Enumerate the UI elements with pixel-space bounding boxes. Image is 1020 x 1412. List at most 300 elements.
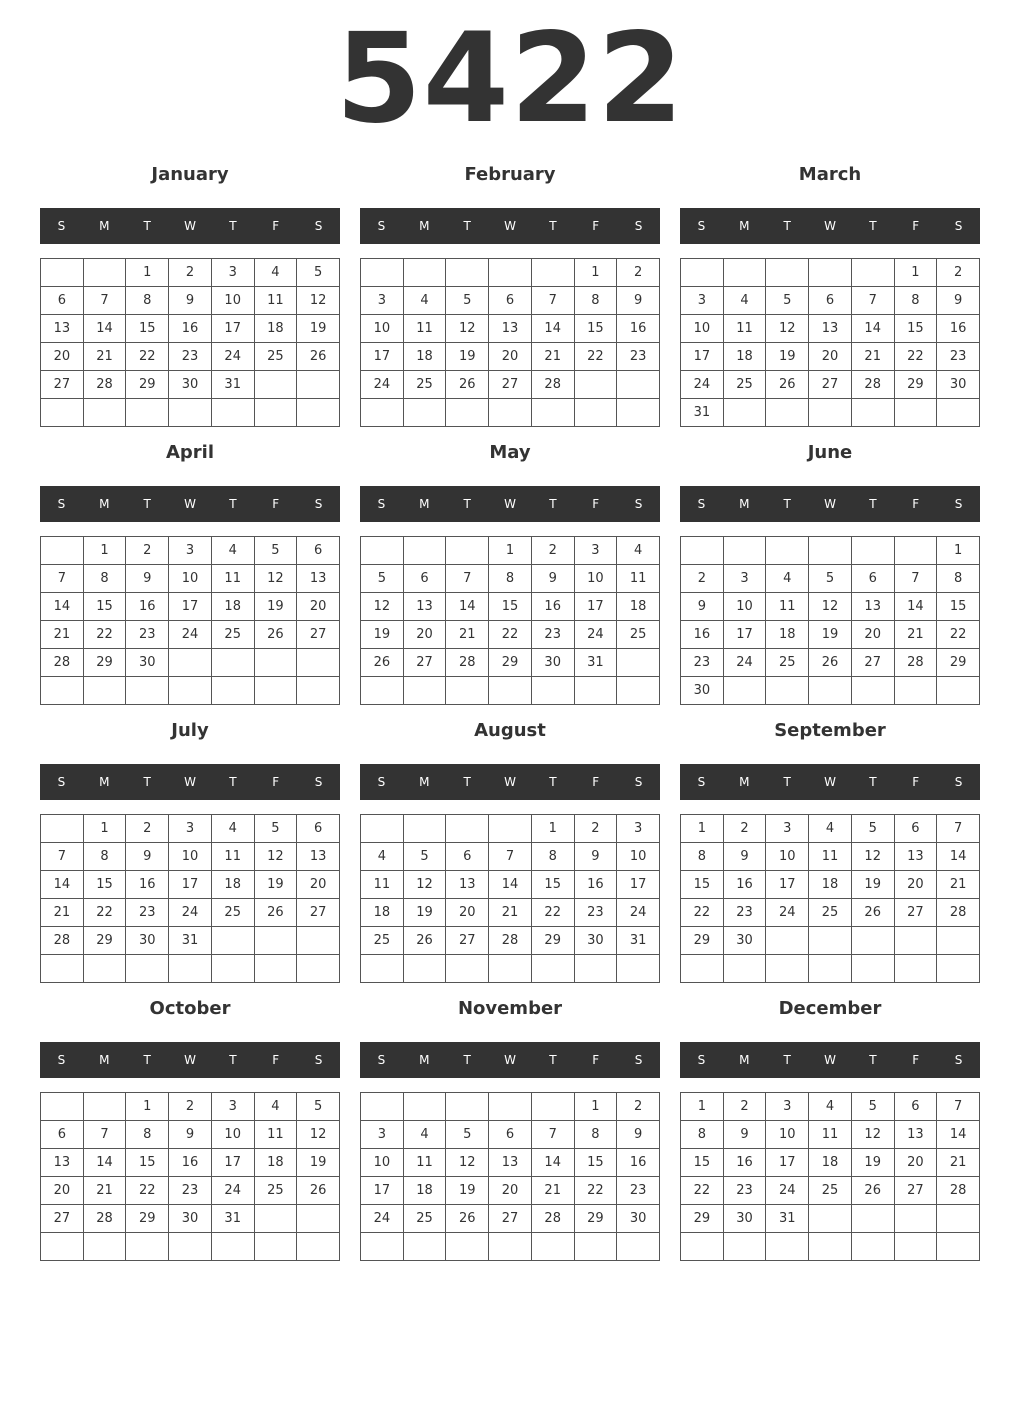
weekday-label: S: [954, 497, 963, 511]
weekday-label: F: [592, 775, 600, 789]
day-cell: 24: [169, 621, 212, 649]
day-cell: 23: [169, 1177, 212, 1205]
day-cell: 6: [895, 815, 938, 843]
day-cell: 12: [255, 565, 298, 593]
weekday-label: T: [783, 219, 791, 233]
day-cell: 16: [937, 315, 980, 343]
day-cell: [404, 1233, 447, 1261]
day-cell: [212, 649, 255, 677]
day-cell: 19: [852, 871, 895, 899]
day-cell: [724, 1233, 767, 1261]
day-cell: [41, 955, 84, 983]
day-cell: 18: [255, 315, 298, 343]
weekday-label: W: [824, 497, 836, 511]
day-cell: [895, 537, 938, 565]
day-cell: 24: [169, 899, 212, 927]
day-cell: [41, 537, 84, 565]
weekday-label: S: [697, 1053, 706, 1067]
day-cell: 10: [169, 565, 212, 593]
day-cell: 15: [84, 593, 127, 621]
day-cell: 25: [255, 343, 298, 371]
weekday-header: [360, 486, 660, 522]
month-name: November: [457, 998, 563, 1019]
day-cell: 7: [937, 815, 980, 843]
weekday-label: W: [824, 219, 836, 233]
day-cell: 30: [724, 1205, 767, 1233]
day-cell: 6: [852, 565, 895, 593]
day-cell: [895, 1205, 938, 1233]
weekday-label: T: [463, 1053, 471, 1067]
day-cell: 30: [724, 927, 767, 955]
day-cell: 27: [895, 1177, 938, 1205]
day-cell: 10: [169, 843, 212, 871]
day-cell: 3: [169, 815, 212, 843]
day-cell: 25: [212, 899, 255, 927]
weekday-label: F: [592, 497, 600, 511]
day-cell: [361, 815, 404, 843]
day-cell: 8: [532, 843, 575, 871]
day-cell: [212, 955, 255, 983]
weekday-label: S: [697, 497, 706, 511]
day-cell: 16: [575, 871, 618, 899]
day-cell: 7: [937, 1093, 980, 1121]
day-cell: 29: [895, 371, 938, 399]
day-cell: 16: [724, 1149, 767, 1177]
day-cell: 15: [575, 1149, 618, 1177]
day-cell: 27: [404, 649, 447, 677]
day-cell: 4: [809, 1093, 852, 1121]
weekday-header: [680, 486, 980, 522]
day-cell: 27: [41, 1205, 84, 1233]
day-cell: [724, 955, 767, 983]
day-cell: 25: [255, 1177, 298, 1205]
day-cell: 10: [575, 565, 618, 593]
day-cell: [361, 399, 404, 427]
day-cell: 2: [617, 1093, 660, 1121]
day-cell: 24: [766, 899, 809, 927]
weekday-label: T: [229, 1053, 237, 1067]
day-cell: 25: [617, 621, 660, 649]
day-cell: 7: [84, 1121, 127, 1149]
weekday-label: M: [99, 219, 110, 233]
day-cell: [489, 815, 532, 843]
day-cell: [84, 677, 127, 705]
day-cell: 20: [489, 1177, 532, 1205]
day-grid: [40, 258, 340, 427]
day-cell: [126, 955, 169, 983]
day-cell: 18: [766, 621, 809, 649]
day-cell: 30: [617, 1205, 660, 1233]
day-cell: [617, 677, 660, 705]
day-cell: [617, 955, 660, 983]
day-cell: 23: [126, 621, 169, 649]
weekday-label: T: [869, 219, 877, 233]
day-cell: 9: [617, 1121, 660, 1149]
day-cell: 12: [446, 1149, 489, 1177]
year-title: 5422: [335, 7, 685, 151]
day-cell: 20: [895, 871, 938, 899]
day-cell: 19: [297, 315, 340, 343]
day-cell: 22: [126, 1177, 169, 1205]
day-cell: 21: [852, 343, 895, 371]
day-cell: 13: [41, 315, 84, 343]
day-cell: [809, 537, 852, 565]
weekday-label: F: [912, 775, 920, 789]
day-cell: 6: [489, 1121, 532, 1149]
weekday-label: F: [912, 219, 920, 233]
day-cell: 11: [212, 843, 255, 871]
day-cell: 21: [41, 899, 84, 927]
day-cell: 22: [575, 1177, 618, 1205]
day-cell: 11: [255, 1121, 298, 1149]
day-cell: [297, 649, 340, 677]
day-cell: 1: [575, 259, 618, 287]
day-cell: 21: [41, 621, 84, 649]
month-name: June: [807, 442, 853, 463]
day-cell: [169, 649, 212, 677]
day-grid: [680, 258, 980, 427]
day-cell: 22: [126, 343, 169, 371]
day-cell: 17: [724, 621, 767, 649]
day-cell: 11: [617, 565, 660, 593]
day-cell: 4: [255, 259, 298, 287]
day-cell: [255, 649, 298, 677]
day-cell: 28: [489, 927, 532, 955]
day-grid: [40, 1092, 340, 1261]
weekday-header: [680, 764, 980, 800]
day-cell: [489, 1093, 532, 1121]
day-cell: 21: [937, 1149, 980, 1177]
day-cell: 17: [681, 343, 724, 371]
day-cell: 4: [766, 565, 809, 593]
day-cell: 1: [84, 537, 127, 565]
weekday-label: S: [954, 1053, 963, 1067]
day-cell: 25: [404, 371, 447, 399]
day-cell: 24: [766, 1177, 809, 1205]
day-cell: [852, 399, 895, 427]
day-cell: 25: [809, 899, 852, 927]
day-cell: 30: [937, 371, 980, 399]
day-cell: 1: [126, 259, 169, 287]
day-cell: 4: [809, 815, 852, 843]
day-cell: 1: [681, 815, 724, 843]
weekday-label: F: [592, 219, 600, 233]
day-cell: 13: [297, 565, 340, 593]
day-cell: [575, 677, 618, 705]
weekday-label: T: [229, 497, 237, 511]
day-cell: 16: [617, 315, 660, 343]
weekday-label: F: [272, 1053, 280, 1067]
day-cell: 15: [681, 871, 724, 899]
day-cell: [84, 259, 127, 287]
day-cell: 13: [489, 315, 532, 343]
day-cell: 20: [297, 593, 340, 621]
weekday-label: S: [377, 775, 386, 789]
day-cell: 7: [41, 565, 84, 593]
day-cell: 14: [489, 871, 532, 899]
day-cell: [255, 1233, 298, 1261]
day-cell: 10: [617, 843, 660, 871]
day-cell: [895, 677, 938, 705]
day-cell: 14: [84, 315, 127, 343]
day-cell: 11: [809, 1121, 852, 1149]
day-cell: 13: [297, 843, 340, 871]
day-cell: 22: [575, 343, 618, 371]
weekday-label: T: [229, 219, 237, 233]
day-cell: 27: [489, 1205, 532, 1233]
day-cell: [404, 259, 447, 287]
day-cell: 2: [617, 259, 660, 287]
day-cell: 15: [937, 593, 980, 621]
month-name: January: [151, 164, 229, 185]
day-cell: [41, 815, 84, 843]
day-cell: 31: [681, 399, 724, 427]
day-cell: 26: [255, 621, 298, 649]
day-cell: 16: [724, 871, 767, 899]
day-cell: 20: [809, 343, 852, 371]
day-cell: 9: [617, 287, 660, 315]
day-cell: 23: [724, 1177, 767, 1205]
day-cell: 21: [532, 343, 575, 371]
day-cell: 20: [41, 1177, 84, 1205]
day-cell: 12: [404, 871, 447, 899]
weekday-label: M: [739, 1053, 750, 1067]
weekday-label: M: [419, 219, 430, 233]
day-cell: [84, 955, 127, 983]
day-cell: 23: [575, 899, 618, 927]
month-name: August: [474, 720, 546, 741]
day-cell: 28: [446, 649, 489, 677]
day-cell: [169, 1233, 212, 1261]
weekday-label: F: [592, 1053, 600, 1067]
day-cell: 12: [766, 315, 809, 343]
day-cell: [532, 955, 575, 983]
day-cell: [575, 399, 618, 427]
day-cell: 20: [489, 343, 532, 371]
day-cell: 3: [766, 1093, 809, 1121]
day-cell: 29: [489, 649, 532, 677]
day-cell: 1: [489, 537, 532, 565]
day-cell: [41, 399, 84, 427]
day-cell: 31: [212, 371, 255, 399]
day-cell: 8: [575, 1121, 618, 1149]
day-cell: [937, 1233, 980, 1261]
day-cell: 13: [41, 1149, 84, 1177]
weekday-label: W: [504, 219, 516, 233]
day-cell: 15: [126, 1149, 169, 1177]
day-cell: 31: [212, 1205, 255, 1233]
weekday-label: S: [634, 219, 643, 233]
day-cell: 28: [532, 1205, 575, 1233]
day-cell: 6: [489, 287, 532, 315]
day-cell: 25: [404, 1205, 447, 1233]
day-cell: [852, 677, 895, 705]
day-cell: [446, 955, 489, 983]
weekday-label: M: [739, 775, 750, 789]
day-cell: 19: [361, 621, 404, 649]
weekday-label: W: [504, 1053, 516, 1067]
day-cell: [532, 1233, 575, 1261]
weekday-label: T: [869, 497, 877, 511]
day-cell: 23: [617, 1177, 660, 1205]
day-cell: 24: [212, 1177, 255, 1205]
day-cell: [489, 259, 532, 287]
day-cell: 8: [84, 565, 127, 593]
day-cell: 5: [255, 815, 298, 843]
day-cell: 6: [895, 1093, 938, 1121]
day-cell: [617, 649, 660, 677]
day-cell: 28: [84, 1205, 127, 1233]
day-cell: [895, 927, 938, 955]
day-cell: [404, 955, 447, 983]
day-cell: 9: [575, 843, 618, 871]
day-cell: 19: [852, 1149, 895, 1177]
day-cell: 13: [852, 593, 895, 621]
day-cell: 2: [169, 259, 212, 287]
day-cell: [575, 371, 618, 399]
weekday-header: [360, 1042, 660, 1078]
day-cell: [617, 371, 660, 399]
weekday-label: S: [314, 219, 323, 233]
day-cell: [41, 1093, 84, 1121]
day-cell: [575, 955, 618, 983]
day-cell: 10: [212, 287, 255, 315]
day-cell: 7: [532, 1121, 575, 1149]
day-cell: 25: [212, 621, 255, 649]
day-cell: 7: [852, 287, 895, 315]
weekday-header: [360, 208, 660, 244]
day-cell: 14: [41, 593, 84, 621]
day-cell: [297, 1233, 340, 1261]
day-cell: 27: [489, 371, 532, 399]
weekday-label: T: [143, 219, 151, 233]
day-cell: 4: [724, 287, 767, 315]
day-cell: 9: [724, 1121, 767, 1149]
day-cell: 12: [809, 593, 852, 621]
day-cell: [937, 677, 980, 705]
day-cell: 2: [937, 259, 980, 287]
day-cell: [532, 1093, 575, 1121]
weekday-label: S: [377, 497, 386, 511]
day-cell: [212, 1233, 255, 1261]
weekday-label: S: [314, 497, 323, 511]
day-cell: [446, 677, 489, 705]
day-cell: 20: [297, 871, 340, 899]
day-cell: 30: [575, 927, 618, 955]
day-cell: 8: [895, 287, 938, 315]
day-cell: 15: [489, 593, 532, 621]
day-cell: 3: [212, 259, 255, 287]
day-cell: [937, 927, 980, 955]
day-cell: 3: [212, 1093, 255, 1121]
weekday-label: M: [99, 1053, 110, 1067]
day-cell: [446, 1233, 489, 1261]
weekday-label: F: [912, 497, 920, 511]
day-cell: 12: [297, 287, 340, 315]
day-cell: 6: [41, 287, 84, 315]
day-cell: [724, 399, 767, 427]
weekday-label: S: [57, 497, 66, 511]
day-cell: 2: [575, 815, 618, 843]
day-cell: 14: [532, 1149, 575, 1177]
day-cell: 14: [852, 315, 895, 343]
day-cell: 2: [681, 565, 724, 593]
day-cell: 23: [937, 343, 980, 371]
day-cell: 9: [532, 565, 575, 593]
day-cell: [404, 677, 447, 705]
day-cell: 5: [297, 259, 340, 287]
month-name: February: [464, 164, 556, 185]
weekday-label: W: [184, 1053, 196, 1067]
day-cell: 8: [126, 1121, 169, 1149]
weekday-label: S: [57, 1053, 66, 1067]
day-cell: 12: [297, 1121, 340, 1149]
day-cell: 8: [681, 1121, 724, 1149]
day-cell: 7: [489, 843, 532, 871]
day-cell: 8: [489, 565, 532, 593]
day-cell: [41, 677, 84, 705]
day-cell: 10: [766, 843, 809, 871]
day-cell: 11: [255, 287, 298, 315]
weekday-header: [40, 208, 340, 244]
day-cell: 21: [446, 621, 489, 649]
day-cell: [895, 955, 938, 983]
day-cell: [255, 1205, 298, 1233]
day-cell: 20: [895, 1149, 938, 1177]
day-cell: [575, 1233, 618, 1261]
day-cell: [724, 677, 767, 705]
day-cell: 28: [852, 371, 895, 399]
day-cell: [255, 677, 298, 705]
day-cell: [809, 927, 852, 955]
day-cell: 26: [852, 899, 895, 927]
day-cell: 26: [766, 371, 809, 399]
weekday-label: T: [229, 775, 237, 789]
day-cell: [361, 537, 404, 565]
day-cell: 17: [169, 871, 212, 899]
day-cell: [255, 399, 298, 427]
day-cell: 8: [126, 287, 169, 315]
day-cell: 23: [617, 343, 660, 371]
weekday-label: S: [314, 1053, 323, 1067]
day-cell: 22: [84, 899, 127, 927]
weekday-label: S: [697, 219, 706, 233]
day-cell: [681, 955, 724, 983]
day-cell: 2: [724, 1093, 767, 1121]
day-cell: 11: [212, 565, 255, 593]
day-cell: 1: [532, 815, 575, 843]
month-name: October: [149, 998, 231, 1019]
day-cell: 29: [681, 1205, 724, 1233]
day-cell: 28: [937, 899, 980, 927]
month-name: September: [774, 720, 886, 741]
day-cell: [361, 259, 404, 287]
day-cell: [169, 677, 212, 705]
day-cell: [126, 399, 169, 427]
day-cell: 20: [446, 899, 489, 927]
day-cell: 5: [809, 565, 852, 593]
day-cell: [852, 1205, 895, 1233]
day-cell: 29: [575, 1205, 618, 1233]
day-cell: [937, 1205, 980, 1233]
day-cell: 17: [575, 593, 618, 621]
day-cell: 30: [681, 677, 724, 705]
day-cell: 24: [212, 343, 255, 371]
day-cell: [809, 259, 852, 287]
day-cell: [446, 815, 489, 843]
day-cell: 21: [84, 1177, 127, 1205]
day-cell: [297, 677, 340, 705]
